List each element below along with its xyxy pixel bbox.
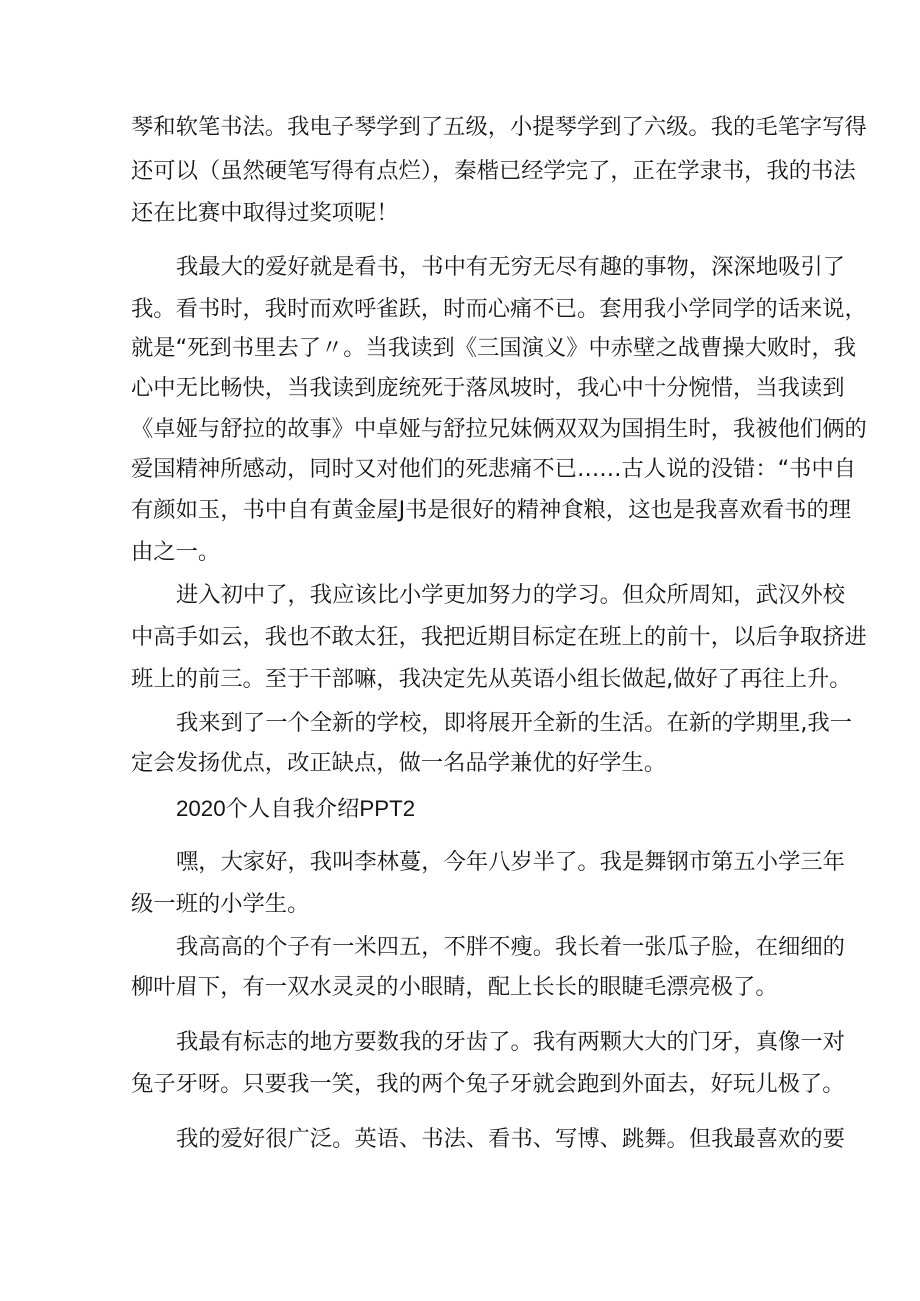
text-line: 我。看书时，我时而欢呼雀跃，时而心痛不已。套用我小学同学的话来说， (131, 296, 867, 322)
text-line: 就是“死到书里去了〃。当我读到《三国演义》中赤壁之战曹操大败时，我 (131, 335, 857, 361)
text-line: 嘿，大家好，我叫李林蔓，今年八岁半了。我是舞钢市第五小学三年 (176, 849, 845, 875)
text-line: 进入初中了，我应该比小学更加努力的学习。但众所周知，武汉外校 (176, 582, 845, 608)
text-line: 我最有标志的地方要数我的牙齿了。我有两颗大大的门牙，真像一对 (176, 1029, 845, 1055)
text-line: 定会发扬优点，改正缺点，做一名品学兼优的好学生。 (131, 750, 667, 776)
text-line: 我来到了一个全新的学校，即将展开全新的生活。在新的学期里,我一 (176, 710, 852, 736)
text-line: 还可以（虽然硬笔写得有点烂），秦楷已经学完了，正在学隶书，我的书法 (131, 158, 856, 184)
text-line: 心中无比畅快，当我读到庞统死于落凤坡时，我心中十分惋惜，当我读到 (131, 375, 845, 401)
text-line: 有颜如玉，书中自有黄金屋J书是很好的精神食粮，这也是我喜欢看书的理 (131, 497, 852, 523)
text-line: 我的爱好很广泛。英语、书法、看书、写博、跳舞。但我最喜欢的要 (176, 1126, 845, 1152)
text-line: 爱国精神所感动，同时又对他们的死悲痛不已……古人说的没错：“书中自 (131, 456, 857, 482)
text-line: 柳叶眉下，有一双水灵灵的小眼睛，配上长长的眼睫毛漂亮极了。 (131, 974, 778, 1000)
text-line: 还在比赛中取得过奖项呢！ (131, 200, 399, 226)
text-line: 琴和软笔书法。我电子琴学到了五级，小提琴学到了六级。我的毛笔字写得 (131, 114, 867, 140)
text-line: 中高手如云，我也不敢太狂，我把近期目标定在班上的前十，以后争取挤进 (131, 624, 867, 650)
text-line: 我最大的爱好就是看书，书中有无穷无尽有趣的事物，深深地吸引了 (176, 254, 845, 280)
text-line: 兔子牙呀。只要我一笑，我的两个兔子牙就会跑到外面去，好玩儿极了。 (131, 1071, 845, 1097)
text-line: 由之一。 (131, 539, 221, 565)
text-line: 我高高的个子有一米四五，不胖不瘦。我长着一张瓜子脸，在细细的 (176, 934, 845, 960)
section-heading: 2020个人自我介绍PPT2 (176, 796, 416, 821)
text-line: 班上的前三。至于干部嘛，我决定先从英语小组长做起,做好了再往上升。 (131, 666, 852, 692)
text-line: 《卓娅与舒拉的故事》中卓娅与舒拉兄妹俩双双为国捐生时，我被他们俩的 (131, 416, 867, 442)
text-line: 级一班的小学生。 (131, 891, 310, 917)
